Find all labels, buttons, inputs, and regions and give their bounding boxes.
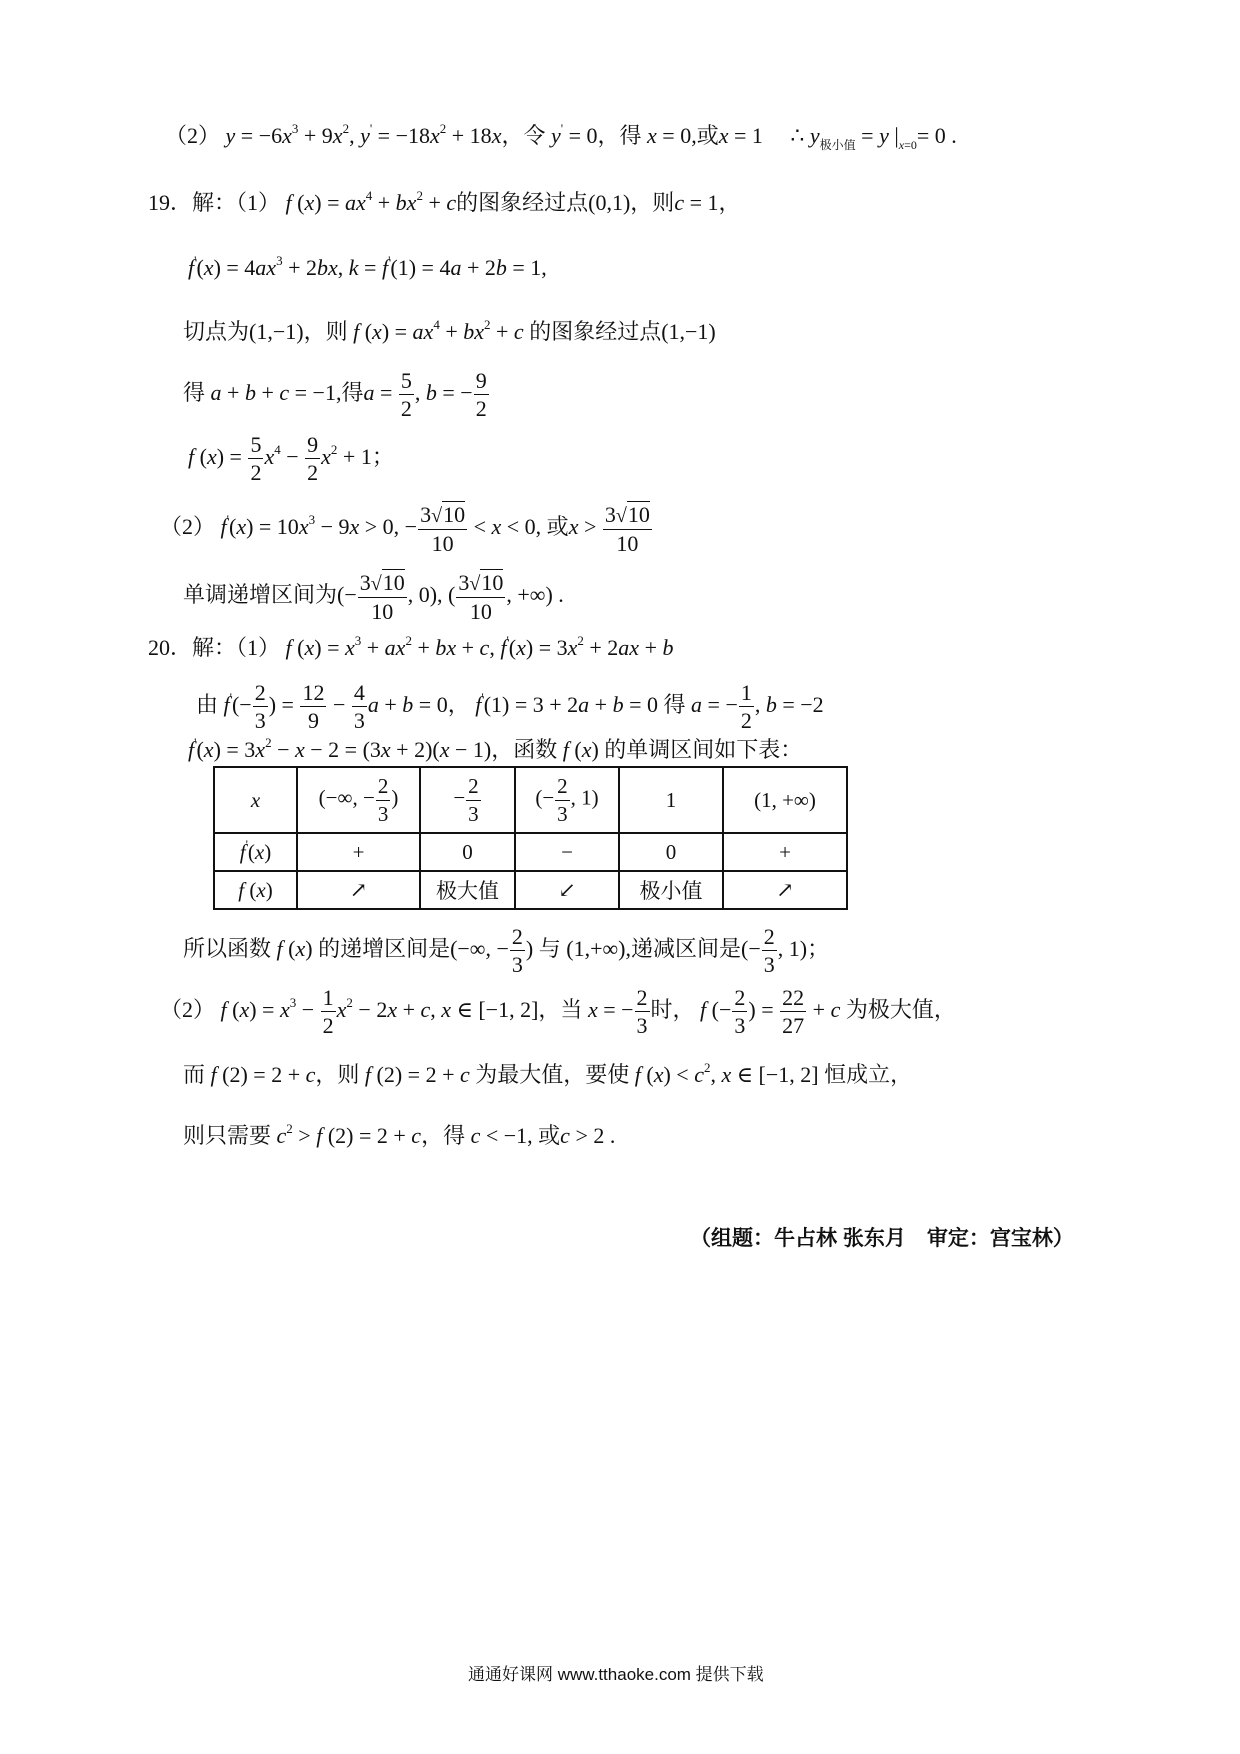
q19-line4-b: 得 (341, 379, 364, 405)
q20-part2-time: 时， (650, 996, 695, 1022)
q19-line5: f (x) = $\frac{5}{2}$ $x^4$ − $\frac{9}{2}$ $x^2 + 1$； (188, 432, 394, 486)
q20-line1 (148, 633, 674, 660)
cell-d1: + (297, 833, 420, 871)
q20-line2-eq1: f'(− $\frac{2}{3}$ ) = $\frac{12}{9}$ − $\frac{4}{3}$ a + b = 0 (223, 680, 448, 734)
q20-line-c-res: c < −1, 或c > 2 . (470, 1123, 616, 1148)
q20-line3-math: $f'(x) = 3x^2 - x - 2 = (3x + 2)(x - 1)$ (188, 735, 492, 762)
q20-line2-a: 由 (196, 691, 219, 717)
cell-f4: 极小值 (619, 871, 723, 909)
q20-line-b (183, 1060, 913, 1087)
footer-text: 通通好课网 www.tthaoke.com 提供下载 (468, 1665, 764, 1684)
q19-part2-line (160, 502, 653, 556)
q18-result: x = 0,或x = 1 (647, 123, 763, 148)
q20-line-c (183, 1121, 616, 1148)
q20-line2 (196, 680, 824, 734)
q20-summary-inc2: (1,+∞) (566, 935, 626, 961)
q20-summary-inc1: (−∞, − $\frac{2}{3}$ ) (450, 924, 534, 978)
q19-line4 (183, 368, 490, 422)
cell-function-label: f (x) (214, 871, 297, 909)
cell-f2: 极大值 (420, 871, 515, 909)
q20-summary-end: ； (807, 935, 830, 961)
table-row-function (214, 871, 847, 909)
q19-line3 (183, 317, 716, 344)
q20-line2-eq2: f'(1) = 3 + 2a + b = 0 (475, 689, 659, 717)
q20-line-b-b: ，则 (315, 1062, 360, 1087)
cell-d5: + (723, 833, 847, 871)
q19-label: 解：（1） (192, 190, 281, 215)
q20-part2-max-text: 为极大值， (845, 996, 956, 1022)
cell-f1: ↗ (297, 871, 420, 909)
q20-line2-get: 得 (663, 691, 686, 717)
q19-line3-a: 切点为 (183, 319, 250, 344)
cell-point-2: 1 (619, 767, 723, 833)
q20-summary-a: 所以函数 (183, 935, 272, 961)
cell-f3: ↙ (515, 871, 619, 909)
q19-line3-point: (1,−1) (249, 319, 304, 344)
q19-line2: $f'(x) = 4ax^3 + 2bx$, k = f'(1) = 4a + 2b = 1, (188, 253, 547, 280)
q19-line3-c: 的图象经过点 (529, 319, 662, 344)
q20-line-b-c: 为最大值，要使 (475, 1062, 630, 1087)
q18-part2-math: $y = -6x^3 + 9x^2$, $y' = -18x^2 + 18x$ (225, 121, 502, 148)
q20-line3-fx: f (x) (562, 737, 599, 762)
q20-line-b-d: 恒成立， (824, 1062, 913, 1087)
q20-line3 (188, 735, 803, 762)
q18-let-eq: y' = 0 (550, 121, 598, 148)
q20-part2-line (160, 985, 956, 1039)
q20-summary-fx: f (x) (276, 935, 313, 961)
q20-label: 解：（1） (192, 635, 281, 660)
q19-fx-def: f $(x) = ax^4 + bx^2 + c$ (285, 188, 457, 215)
q20-line-b-a: 而 (183, 1062, 206, 1087)
q20-line-b-f2b: f (2) = 2 + c (364, 1062, 470, 1087)
q20-part2-max: f (− $\frac{2}{3}$ ) = $\frac{22}{27}$ + c (700, 985, 841, 1039)
table-row-derivative (214, 833, 847, 871)
cell-d4: 0 (619, 833, 723, 871)
q20-line2-res: a = − $\frac{1}{2}$ , b = −2 (691, 680, 824, 734)
q20-summary (183, 924, 829, 978)
q19-line1-text: 的图象经过点 (456, 190, 589, 215)
q19-interval: (− $\frac{3√10}{10}$ , 0), ( $\frac{3√10}{10}$ , +∞) . (337, 570, 564, 624)
q20-part2-math: f $(x) = x^3$ − $\frac{1}{2}$ $x^2 - 2x + c$, x ∈ [−1, 2] (220, 985, 539, 1039)
cell-point-1: − $\frac{2}{3}$ (420, 767, 515, 833)
q18-get-text: ，得 (597, 123, 648, 148)
cell-interval-3: (1, +∞) (723, 767, 847, 833)
q19-line4-math: a + b + c = −1, (210, 379, 342, 405)
q20-part2-tag: （2） (160, 996, 216, 1022)
q19-interval-line (183, 570, 564, 624)
q19-line1-res: c = 1 (674, 190, 719, 215)
q19-line3-math: f $(x) = ax^4 + bx^2 + c$ (353, 317, 524, 344)
q20-line1-math: f $(x) = x^3 + ax^2$ + bx + c, $f'(x) = 3x^2 + 2ax + b$ (285, 633, 674, 660)
q19-line1-then: ，则 (630, 190, 675, 215)
q20-part2-x: x = − $\frac{2}{3}$ (587, 985, 648, 1039)
q20-line-c-a: 则只需要 (183, 1123, 272, 1148)
cell-interval-1: (−∞, − $\frac{2}{3}$ ) (297, 767, 420, 833)
q18-part2-tag: （2） (165, 123, 221, 148)
q19-line4-res: a = $\frac{5}{2}$ , b = − $\frac{9}{2}$ (363, 368, 487, 422)
cell-d3: − (515, 833, 619, 871)
q20-part2-when: ，当 (538, 996, 583, 1022)
q18-conclusion: ∴ $y_{极小值} = y$ $|_{x=0}= 0$ . (790, 123, 957, 152)
cell-f5: ↗ (723, 871, 847, 909)
q19-line1 (148, 188, 741, 215)
q20-summary-dec: (− $\frac{2}{3}$ , 1) (741, 924, 808, 978)
q20-summary-b: 的递增区间是 (318, 935, 451, 961)
q20-line-b-cond: f $(x) < c^2$, x ∈ [−1, 2] (634, 1060, 819, 1087)
q19-line1-point: (0,1) (588, 190, 631, 215)
q20-line3-text: ，函数 (491, 737, 558, 762)
q19-line3-b: ，则 (303, 319, 348, 344)
q19-line4-a: 得 (183, 379, 206, 405)
q19-interval-label: 单调递增区间为 (183, 582, 338, 608)
cell-x-label: x (214, 767, 297, 833)
cell-interval-2: (− $\frac{2}{3}$ , 1) (515, 767, 619, 833)
q20-line-b-f2: f (2) = 2 + c (210, 1062, 316, 1087)
q20-line-c-b: ，得 (421, 1123, 466, 1148)
q19-line3-point2: (1,−1) (661, 319, 716, 344)
cell-d2: 0 (420, 833, 515, 871)
q19-line1-end: ， (718, 190, 741, 215)
q20-summary-c: 与 (538, 935, 561, 961)
q18-let-text: ，令 (501, 123, 551, 148)
q20-number: 20． (148, 635, 193, 660)
table-row-x (214, 767, 847, 833)
q20-line-c-ineq: $c^2 > f$ (2) = 2 + c (276, 1121, 422, 1148)
q20-line2-sep: ， (447, 691, 470, 717)
q19-number: 19． (148, 190, 193, 215)
credit-line: （组题：牛占林 张东月 审定：宫宝林） (690, 1227, 1074, 1250)
q19-part2-math: $f'(x) = 10x^3 - 9x > 0$, − $\frac{3√10}{10}$ < x < 0, 或x > $\frac{3√10}{10}$ (220, 502, 650, 556)
q19-part2-tag: （2） (160, 514, 216, 540)
q20-line3-tail: 的单调区间如下表： (604, 737, 803, 762)
monotonicity-table (213, 766, 848, 910)
q18-part2-line (165, 121, 957, 152)
cell-derivative-label: f'(x) (214, 833, 297, 871)
q20-summary-d: ,递减区间是 (625, 935, 742, 961)
